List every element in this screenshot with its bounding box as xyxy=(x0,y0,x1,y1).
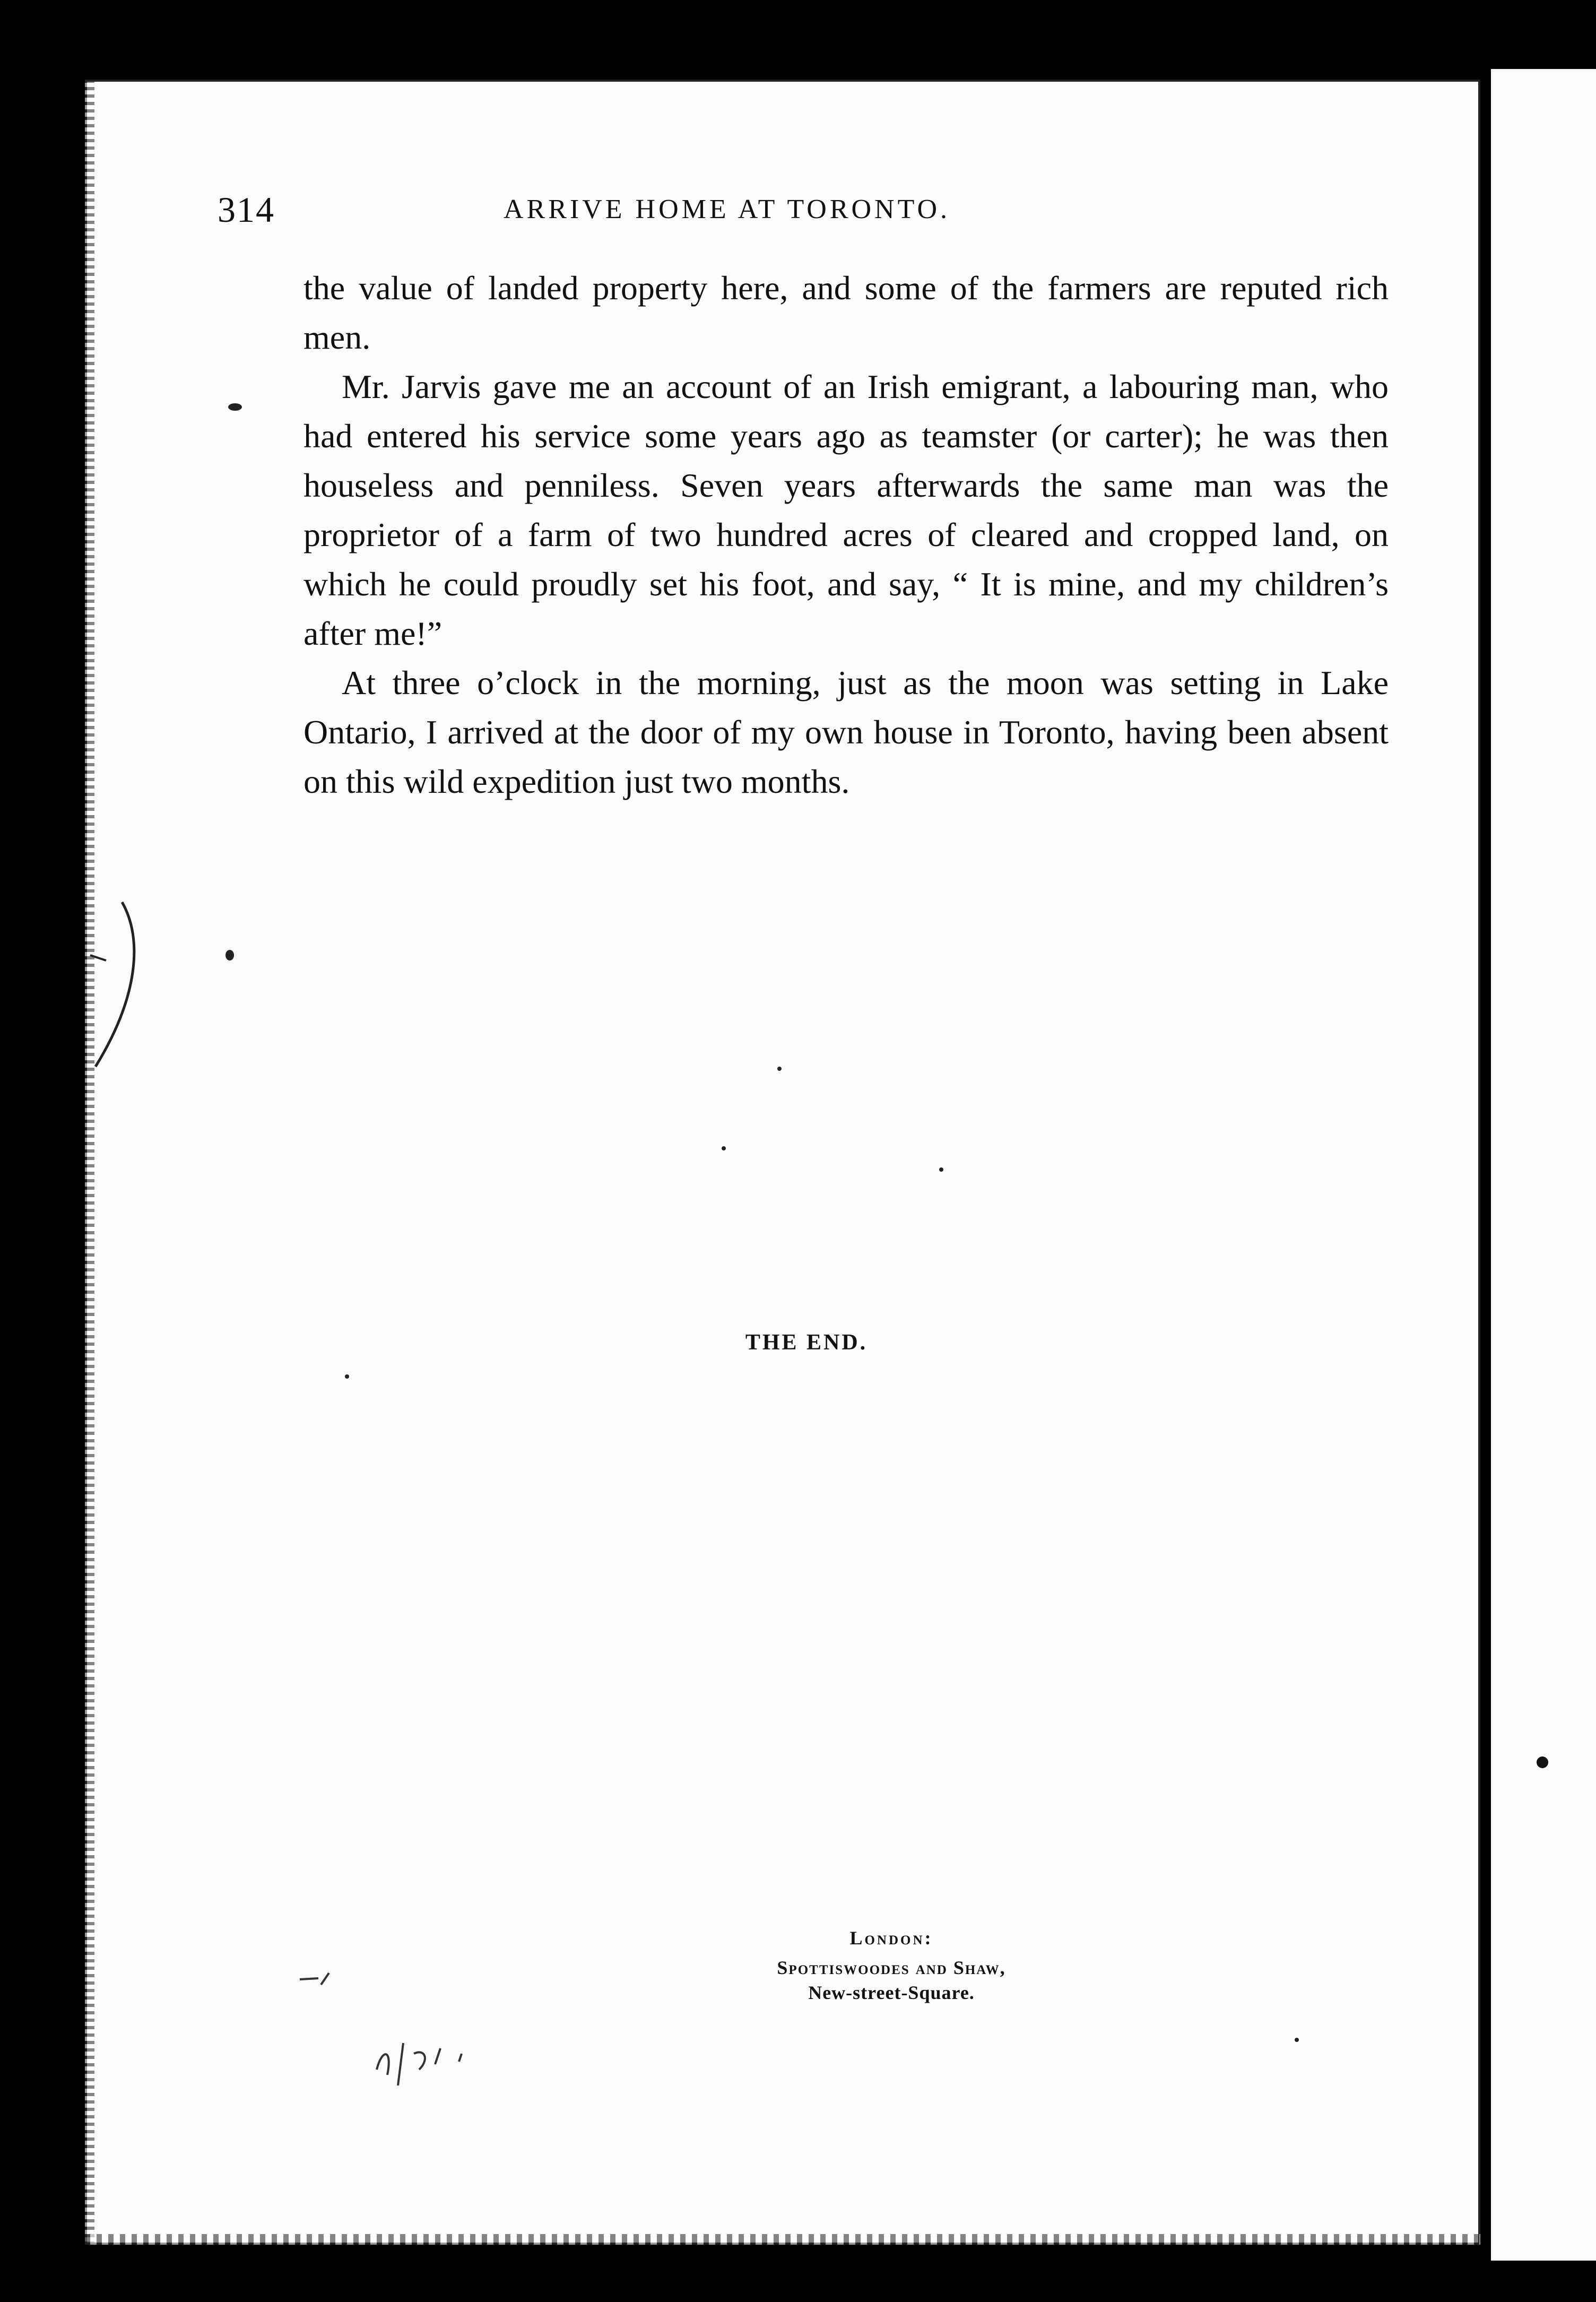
ink-speck xyxy=(345,1374,349,1379)
ink-speck xyxy=(225,950,234,960)
printer-imprint xyxy=(679,1921,1104,2005)
imprint-city: London: xyxy=(849,1927,933,1949)
ink-speck xyxy=(1295,2038,1299,2042)
paragraph: Mr. Jarvis gave me an account of an Irish emigrant, a labouring man, who had entered his service some years ago as teamster (or carter); he was then houseless and penniless. Seven years afterwards the same man was the proprietor of a farm of two hundred acres of cleared and cropped land, on which he could proudly set his foot, and say, “ It is mine, and my children’s after me!” xyxy=(303,368,1389,652)
ink-speck xyxy=(722,1146,726,1150)
paragraph: At three o’clock in the morning, just as the moon was setting in Lake Ontario, I arrived at the door of my own house in Toronto, having been absent on this wild expedition just two months. xyxy=(303,664,1389,800)
body-text xyxy=(303,263,1389,806)
ink-speck xyxy=(777,1067,782,1071)
running-head xyxy=(218,186,1178,233)
imprint-address: New-street-Square. xyxy=(808,1982,975,2003)
ink-speck xyxy=(228,403,242,411)
imprint-printer: Spottiswoodes and Shaw, xyxy=(777,1957,1006,1978)
adjacent-page-edge xyxy=(1491,69,1596,2261)
margin-pencil-mark-icon xyxy=(85,892,149,1114)
end-mark: THE END. xyxy=(745,1330,868,1355)
ink-speck xyxy=(1537,1756,1548,1768)
paragraph-continued: the value of landed property here, and some of the farmers are reputed rich men. xyxy=(303,269,1389,356)
ink-speck xyxy=(939,1167,943,1172)
handwritten-pencil-note-icon xyxy=(366,2027,504,2091)
running-head-title: ARRIVE HOME AT TORONTO. xyxy=(503,194,950,224)
margin-tick-mark-icon xyxy=(297,1969,340,1990)
page-number: 314 xyxy=(218,189,275,230)
